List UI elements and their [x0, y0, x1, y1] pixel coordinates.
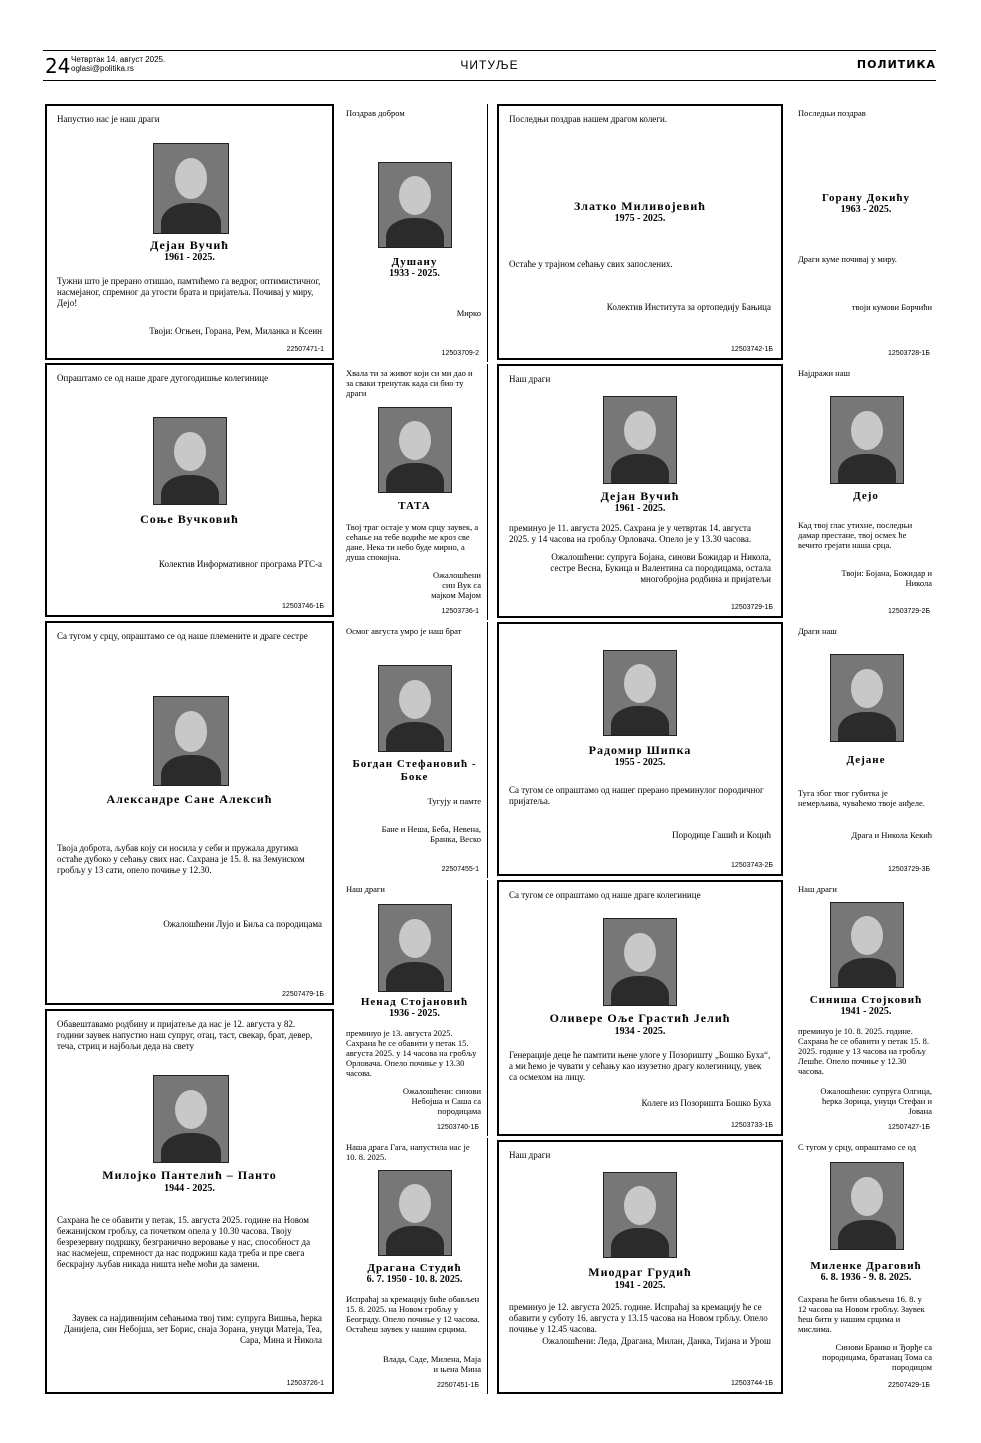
newspaper-logo: ПОЛИТИКА — [856, 58, 936, 71]
life-years: 6. 7. 1950 - 10. 8. 2025. — [366, 1274, 463, 1285]
obituary-notice — [342, 880, 488, 1136]
notice-signature: Породице Гашић и Коцић — [672, 830, 771, 840]
notice-signature: Заувек са најдивнијим сећањима твој тим: супруга Вишња, ћерка Данијела, син Небојша, зет Борис, снаја Зорана, унуци Матеја, Теа, Сара, Мина и Никола — [63, 1313, 322, 1345]
life-years: 1941 - 2025. — [840, 1006, 892, 1017]
deceased-name: Драгана Студић — [367, 1262, 462, 1274]
obituary-notice — [794, 880, 938, 1136]
obituary-notice — [45, 363, 334, 617]
deceased-name: Милојко Пантелић – Панто — [102, 1168, 277, 1182]
deceased-name: Оливере Оље Грастић Јелић — [549, 1011, 731, 1025]
portrait-photo — [603, 650, 677, 736]
deceased-name: Златко Миливојевић — [574, 199, 706, 213]
notice-signature: Ожалошћени: супруга Бојана, синови Божидар и Никола, сестре Весна, Букица и Валентина са породицама, остала многобројна родбина и пријатељи — [550, 552, 771, 584]
notice-intro: Хвала ти за живот који си ми дао и за сваки тренутак када си био ту драги — [346, 368, 473, 398]
deceased-name: ТАТА — [398, 500, 431, 512]
deceased-name: Александре Сане Алексић — [106, 792, 273, 806]
portrait-photo — [153, 143, 229, 234]
notice-intro: Наша драга Гага, напустила нас је 10. 8. 2025. — [346, 1142, 470, 1162]
notice-signature: Ожалошћени: синови Небојша и Саша са породицама — [402, 1086, 481, 1116]
notice-text: преминуо је 13. августа 2025. Сахрана ће се обавити у петак 15. августа 2025. у 14 часова на гробљу Орловача. Опело почиње у 13.30 часова. — [346, 1028, 477, 1078]
obituary-notice — [342, 622, 488, 878]
notice-signature: Ожалошћени: Леда, Драгана, Милан, Данка, Тијана и Урош — [542, 1336, 771, 1346]
ad-code: 12507427-1Б — [888, 1124, 930, 1131]
notice-intro: Обавештавамо родбину и пријатеље да нас је 12. августа у 82. години заувек напустио наш супруг, отац, таст, свекар, брат, девер, теча, стриц и најбољи деда на свету — [57, 1019, 313, 1051]
ad-code: 22507451-1Б — [437, 1382, 479, 1389]
life-years: 1975 - 2025. — [614, 213, 666, 224]
notice-signature: Мирко — [456, 308, 481, 318]
ad-code: 12503726-1 — [286, 1380, 324, 1387]
portrait-photo — [603, 396, 677, 484]
obituary-notice — [45, 1009, 334, 1394]
ad-code: 22507455-1 — [441, 866, 479, 873]
notice-signature: Драга и Никола Кекић — [851, 830, 932, 840]
notice-signature: Колектив Информативног програма РТС-а — [158, 559, 322, 569]
page-number: 24 — [45, 54, 71, 78]
life-years: 1944 - 2025. — [164, 1183, 215, 1194]
ad-code: 12503729-1Б — [731, 604, 773, 611]
ad-code: 22507429-1Б — [888, 1382, 930, 1389]
notice-intro: Осмог августа умро је наш брат — [346, 626, 462, 636]
ad-code: 12503740-1Б — [437, 1124, 479, 1131]
obituary-notice — [794, 364, 938, 620]
life-years: 1933 - 2025. — [389, 268, 440, 279]
life-years: 1963 - 2025. — [840, 204, 892, 215]
notice-intro: Последњи поздрав нашем драгом колеги. — [509, 114, 668, 124]
portrait-photo — [603, 918, 677, 1006]
issue-date: Четвртак 14. август 2025. — [71, 55, 166, 64]
notice-signature: Ожалошћени Лујо и Биља са породицама — [163, 919, 322, 929]
notice-text: Остаће у трајном сећању свих запослених. — [509, 259, 673, 269]
life-years: 1936 - 2025. — [389, 1008, 440, 1019]
notice-intro: Наш драги — [509, 1150, 551, 1160]
portrait-photo — [603, 1172, 677, 1258]
notice-signature: Синови Бранко и Ђорђе са породицама, братанац Тома са породицом — [822, 1342, 932, 1372]
notice-text: Испраћај за кремацију биће обављен 15. 8. 2025. на Новом гробљу у Београду. Опело почиње у 12 часова. Остаћеш заувек у нашим срцима. — [346, 1294, 480, 1334]
notice-text: Туга због твог губитка је немерљива, чуваћемо твоје анђеле. — [798, 788, 925, 808]
notice-intro: Најдражи наш — [798, 368, 851, 378]
notice-intro: Наш драги — [798, 884, 837, 894]
notice-text: преминуо је 11. августа 2025. Сахрана је у четвртак 14. августа 2025. у 14 часова на гробљу Орловача. Опело је у 13.30 часова. — [509, 523, 752, 544]
notice-text: Тугују и памте — [427, 796, 481, 806]
notice-intro: Наш драги — [346, 884, 385, 894]
deceased-name: Миленке Драговић — [810, 1260, 922, 1272]
notice-intro: С тугом у срцу, опраштамо се од — [798, 1142, 916, 1152]
portrait-photo — [153, 696, 229, 786]
ad-code: 12503709-2 — [441, 350, 479, 357]
obituary-notice — [497, 364, 783, 618]
deceased-name: Ненад Стојановић — [360, 996, 469, 1008]
ad-code: 12503736-1 — [441, 608, 479, 615]
notice-signature: Бане и Неша, Беба, Невена, Бранка, Веско — [381, 824, 481, 844]
notice-signature: Колеге из Позоришта Бошко Буха — [641, 1098, 771, 1108]
deceased-name: Радомир Шипка — [588, 743, 692, 757]
ad-code: 12503742-1Б — [731, 346, 773, 353]
notice-text: Тужни што је прерано отишао, памтићемо га ведрог, оптимистичног, насмејаног, спремног да угости брата и пријатеља. Почивај у миру, Дејо! — [57, 276, 321, 308]
portrait-photo — [153, 417, 227, 505]
portrait-photo — [378, 162, 452, 248]
notice-text: Са тугом се опраштамо од нашег прерано преминулог породичног пријатеља. — [509, 785, 764, 806]
header-top-rule — [43, 50, 936, 51]
obituary-notice — [342, 364, 488, 620]
notice-intro: Драги наш — [798, 626, 837, 636]
notice-signature: Ожалошћени: супруга Олгица, ћерка Зорица, унуци Стефан и Јована — [820, 1086, 932, 1116]
notice-signature: Твоји: Огњен, Горана, Рем, Миланка и Ксеин — [149, 326, 322, 336]
deceased-name: Миодраг Грудић — [588, 1265, 692, 1279]
portrait-photo — [378, 665, 452, 752]
notice-signature: Влада, Саде, Милена, Маја и њена Мина — [383, 1354, 481, 1374]
notice-signature: Ожалошћени син Вук са мајком Мајом — [431, 570, 481, 600]
deceased-name: Дејан Вучић — [150, 238, 229, 252]
portrait-photo — [378, 904, 452, 992]
notice-intro: Последњи поздрав — [798, 108, 866, 118]
contact-email: oglasi@politika.rs — [71, 64, 134, 73]
obituary-notice — [794, 622, 938, 878]
portrait-photo — [830, 396, 904, 484]
notice-intro: Са тугом у срцу, опраштамо се од наше племените и драге сестре — [57, 631, 308, 641]
obituary-notice — [497, 104, 783, 360]
life-years: 1941 - 2025. — [614, 1280, 666, 1291]
life-years: 1934 - 2025. — [614, 1026, 666, 1037]
obituary-notice — [45, 104, 334, 360]
notice-intro: Са тугом се опраштамо од наше драге колегинице — [509, 890, 701, 900]
ad-code: 12503729-3Б — [888, 866, 930, 873]
deceased-name: Богдан Стефановић - Боке — [352, 758, 477, 783]
life-years: 6. 8. 1936 - 9. 8. 2025. — [820, 1272, 912, 1283]
notice-text: преминуо је 12. августа 2025. године. Испраћај за кремацију ће се обавити у суботу 16. августа у 13.15 часова на Новом грбљу. Опело почиње у 12.45 часова. — [509, 1302, 768, 1334]
notice-text: Твој траг остаје у мом срцу заувек, а сећање на тебе водиће ме кроз све дане. Нека ти небо буде мирно, а душа спокојна. — [346, 522, 479, 562]
portrait-photo — [378, 407, 452, 493]
portrait-photo — [153, 1075, 229, 1163]
deceased-name: Дејане — [846, 754, 886, 766]
notice-intro: Опраштамо се од наше драге дугогодишње колегинице — [57, 373, 269, 383]
notice-text: Кад твој глас утихне, последњи дамар престане, твој осмех ће вечито грејати наша срца. — [798, 520, 913, 550]
obituary-notice — [342, 1138, 488, 1394]
ad-code: 22507479-1Б — [282, 991, 324, 998]
page-header — [43, 50, 936, 82]
obituary-notice — [497, 1140, 783, 1394]
notice-text: Сахрана ће се обавити у петак, 15. августа 2025. године на Новом бежанијском гробљу, са почетком опела у 10.30 часова. Твоју безрезервну подршку, безгранично веровање у нас, способност да нас насмејеш, спремност да нас подржиш када треба и пре свега бескрајну љубав никада ништа неће моћи да замени. — [57, 1215, 311, 1269]
deceased-name: Дејан Вучић — [600, 489, 680, 503]
deceased-name: Душану — [391, 256, 438, 268]
ad-code: 12503743-2Б — [731, 862, 773, 869]
obituary-notice — [794, 104, 938, 362]
obituary-notice — [45, 621, 334, 1005]
deceased-name: Синиша Стојковић — [809, 994, 923, 1006]
notice-signature: твоји кумови Борчићи — [851, 302, 932, 312]
portrait-photo — [378, 1170, 452, 1256]
notice-signature: Колектив Института за ортопедију Бањица — [606, 302, 771, 312]
ad-code: 12503728-1Б — [888, 350, 930, 357]
obituary-notice — [497, 880, 783, 1136]
section-title: ЧИТУЉЕ — [460, 58, 519, 72]
ad-code: 22507471-1 — [286, 346, 324, 353]
portrait-photo — [830, 1162, 904, 1250]
obituary-notice — [342, 104, 488, 362]
obituary-notice — [497, 622, 783, 876]
notice-intro: Напустио нас је наш драги — [57, 114, 160, 124]
ad-code: 12503729-2Б — [888, 608, 930, 615]
notice-text: Драги куме почивај у миру. — [798, 254, 897, 264]
notice-text: Генерације деце ће памтити њене улоге у Позоришту „Бошко Буха“, а ми ћемо је чувати у сећању као изузетно драгу колегиницу, увек са осмехом на лицу. — [509, 1050, 771, 1082]
header-bottom-rule — [43, 80, 936, 81]
notice-signature: Твоји: Бојана, Божидар и Никола — [841, 568, 932, 588]
ad-code: 12503733-1Б — [731, 1122, 773, 1129]
deceased-name: Дејо — [853, 490, 879, 502]
life-years: 1961 - 2025. — [164, 252, 215, 263]
notice-text: Сахрана ће бити обављена 16. 8. у 12 часова на Новом гробљу. Заувек ћеш бити у нашим срцима и мислима. — [798, 1294, 925, 1334]
ad-code: 12503746-1Б — [282, 603, 324, 610]
obituary-notice — [794, 1138, 938, 1394]
life-years: 1955 - 2025. — [614, 757, 666, 768]
notice-text: Твоја доброта, љубав коју си носила у себи и пружала другима остаће дубоко у сећању свих нас. Сахрана је 15. 8. на Земунском гробљу у 13 сати, опело почиње у 12.30. — [57, 843, 305, 875]
portrait-photo — [830, 902, 904, 988]
life-years: 1961 - 2025. — [614, 503, 666, 514]
notice-text: преминуо је 10. 8. 2025. године. Сахрана ће се обавити у петак 15. 8. 2025. године у 13 часова на гробљу Лешће. Опело почиње у 12.30 часова. — [798, 1026, 930, 1076]
ad-code: 12503744-1Б — [731, 1380, 773, 1387]
notice-intro: Поздрав добром — [346, 108, 405, 118]
notice-intro: Наш драги — [509, 374, 551, 384]
deceased-name: Горану Докићу — [821, 192, 911, 204]
portrait-photo — [830, 654, 904, 742]
deceased-name: Соње Вучковић — [140, 512, 239, 526]
